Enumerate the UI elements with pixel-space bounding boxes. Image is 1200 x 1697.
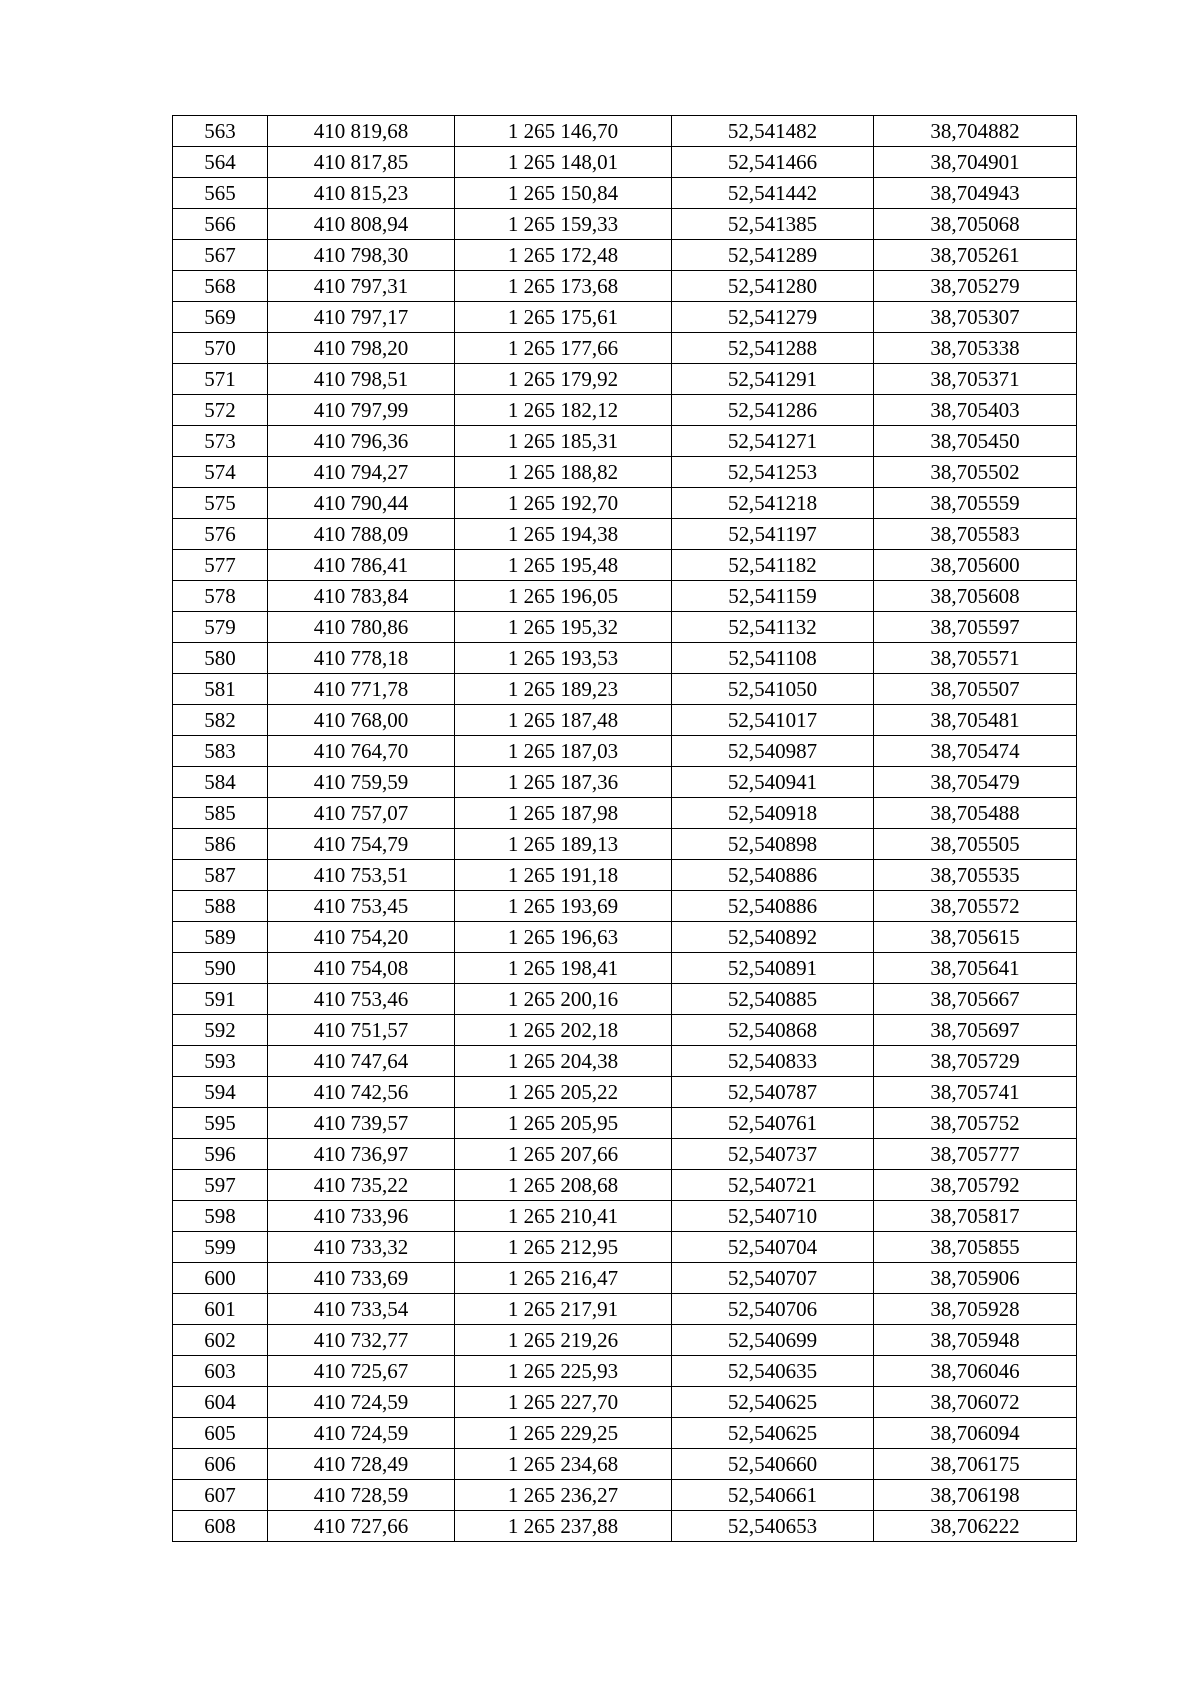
coordinates-table — [172, 115, 1077, 1542]
point-number-cell: 588 — [173, 891, 268, 922]
x-coordinate-cell: 410 732,77 — [268, 1325, 455, 1356]
longitude-cell: 38,705729 — [874, 1046, 1077, 1077]
latitude-cell: 52,540706 — [672, 1294, 874, 1325]
y-coordinate-cell: 1 265 187,36 — [455, 767, 672, 798]
point-number-cell: 604 — [173, 1387, 268, 1418]
x-coordinate-cell: 410 735,22 — [268, 1170, 455, 1201]
table-row — [173, 643, 1077, 674]
longitude-cell: 38,704882 — [874, 116, 1077, 147]
y-coordinate-cell: 1 265 177,66 — [455, 333, 672, 364]
table-row — [173, 1046, 1077, 1077]
latitude-cell: 52,541197 — [672, 519, 874, 550]
y-coordinate-cell: 1 265 212,95 — [455, 1232, 672, 1263]
table-row — [173, 612, 1077, 643]
point-number-cell: 590 — [173, 953, 268, 984]
longitude-cell: 38,705307 — [874, 302, 1077, 333]
point-number-cell: 593 — [173, 1046, 268, 1077]
point-number-cell: 571 — [173, 364, 268, 395]
y-coordinate-cell: 1 265 225,93 — [455, 1356, 672, 1387]
table-row — [173, 767, 1077, 798]
latitude-cell: 52,540704 — [672, 1232, 874, 1263]
longitude-cell: 38,705697 — [874, 1015, 1077, 1046]
x-coordinate-cell: 410 797,99 — [268, 395, 455, 426]
latitude-cell: 52,541017 — [672, 705, 874, 736]
latitude-cell: 52,540635 — [672, 1356, 874, 1387]
table-row — [173, 271, 1077, 302]
y-coordinate-cell: 1 265 173,68 — [455, 271, 672, 302]
y-coordinate-cell: 1 265 191,18 — [455, 860, 672, 891]
y-coordinate-cell: 1 265 210,41 — [455, 1201, 672, 1232]
point-number-cell: 582 — [173, 705, 268, 736]
y-coordinate-cell: 1 265 187,03 — [455, 736, 672, 767]
y-coordinate-cell: 1 265 193,53 — [455, 643, 672, 674]
longitude-cell: 38,705597 — [874, 612, 1077, 643]
latitude-cell: 52,541132 — [672, 612, 874, 643]
longitude-cell: 38,705505 — [874, 829, 1077, 860]
table-row — [173, 1356, 1077, 1387]
latitude-cell: 52,540625 — [672, 1387, 874, 1418]
x-coordinate-cell: 410 797,17 — [268, 302, 455, 333]
x-coordinate-cell: 410 786,41 — [268, 550, 455, 581]
latitude-cell: 52,541271 — [672, 426, 874, 457]
point-number-cell: 602 — [173, 1325, 268, 1356]
longitude-cell: 38,705450 — [874, 426, 1077, 457]
point-number-cell: 608 — [173, 1511, 268, 1542]
table-row — [173, 302, 1077, 333]
x-coordinate-cell: 410 817,85 — [268, 147, 455, 178]
longitude-cell: 38,705279 — [874, 271, 1077, 302]
latitude-cell: 52,540898 — [672, 829, 874, 860]
x-coordinate-cell: 410 788,09 — [268, 519, 455, 550]
table-row — [173, 426, 1077, 457]
x-coordinate-cell: 410 753,46 — [268, 984, 455, 1015]
latitude-cell: 52,540891 — [672, 953, 874, 984]
latitude-cell: 52,540892 — [672, 922, 874, 953]
table-row — [173, 550, 1077, 581]
y-coordinate-cell: 1 265 219,26 — [455, 1325, 672, 1356]
x-coordinate-cell: 410 753,51 — [268, 860, 455, 891]
x-coordinate-cell: 410 728,59 — [268, 1480, 455, 1511]
point-number-cell: 579 — [173, 612, 268, 643]
y-coordinate-cell: 1 265 196,05 — [455, 581, 672, 612]
table-row — [173, 519, 1077, 550]
x-coordinate-cell: 410 728,49 — [268, 1449, 455, 1480]
longitude-cell: 38,705641 — [874, 953, 1077, 984]
table-row — [173, 953, 1077, 984]
longitude-cell: 38,706094 — [874, 1418, 1077, 1449]
table-row — [173, 860, 1077, 891]
latitude-cell: 52,541385 — [672, 209, 874, 240]
longitude-cell: 38,706175 — [874, 1449, 1077, 1480]
y-coordinate-cell: 1 265 185,31 — [455, 426, 672, 457]
longitude-cell: 38,705403 — [874, 395, 1077, 426]
x-coordinate-cell: 410 808,94 — [268, 209, 455, 240]
y-coordinate-cell: 1 265 182,12 — [455, 395, 672, 426]
table-row — [173, 1449, 1077, 1480]
x-coordinate-cell: 410 819,68 — [268, 116, 455, 147]
latitude-cell: 52,540787 — [672, 1077, 874, 1108]
longitude-cell: 38,705906 — [874, 1263, 1077, 1294]
point-number-cell: 564 — [173, 147, 268, 178]
point-number-cell: 565 — [173, 178, 268, 209]
point-number-cell: 567 — [173, 240, 268, 271]
longitude-cell: 38,705261 — [874, 240, 1077, 271]
x-coordinate-cell: 410 754,79 — [268, 829, 455, 860]
longitude-cell: 38,705608 — [874, 581, 1077, 612]
y-coordinate-cell: 1 265 234,68 — [455, 1449, 672, 1480]
latitude-cell: 52,540833 — [672, 1046, 874, 1077]
x-coordinate-cell: 410 733,54 — [268, 1294, 455, 1325]
y-coordinate-cell: 1 265 200,16 — [455, 984, 672, 1015]
latitude-cell: 52,540761 — [672, 1108, 874, 1139]
y-coordinate-cell: 1 265 193,69 — [455, 891, 672, 922]
x-coordinate-cell: 410 783,84 — [268, 581, 455, 612]
longitude-cell: 38,705479 — [874, 767, 1077, 798]
point-number-cell: 594 — [173, 1077, 268, 1108]
longitude-cell: 38,705535 — [874, 860, 1077, 891]
latitude-cell: 52,541108 — [672, 643, 874, 674]
longitude-cell: 38,705792 — [874, 1170, 1077, 1201]
y-coordinate-cell: 1 265 187,98 — [455, 798, 672, 829]
point-number-cell: 595 — [173, 1108, 268, 1139]
table-row — [173, 488, 1077, 519]
table-row — [173, 1108, 1077, 1139]
longitude-cell: 38,706198 — [874, 1480, 1077, 1511]
point-number-cell: 573 — [173, 426, 268, 457]
x-coordinate-cell: 410 739,57 — [268, 1108, 455, 1139]
x-coordinate-cell: 410 747,64 — [268, 1046, 455, 1077]
x-coordinate-cell: 410 733,69 — [268, 1263, 455, 1294]
table-row — [173, 240, 1077, 271]
y-coordinate-cell: 1 265 146,70 — [455, 116, 672, 147]
x-coordinate-cell: 410 771,78 — [268, 674, 455, 705]
latitude-cell: 52,540721 — [672, 1170, 874, 1201]
point-number-cell: 576 — [173, 519, 268, 550]
x-coordinate-cell: 410 796,36 — [268, 426, 455, 457]
table-row — [173, 1418, 1077, 1449]
y-coordinate-cell: 1 265 202,18 — [455, 1015, 672, 1046]
table-row — [173, 705, 1077, 736]
latitude-cell: 52,541159 — [672, 581, 874, 612]
longitude-cell: 38,705817 — [874, 1201, 1077, 1232]
x-coordinate-cell: 410 759,59 — [268, 767, 455, 798]
longitude-cell: 38,705474 — [874, 736, 1077, 767]
y-coordinate-cell: 1 265 216,47 — [455, 1263, 672, 1294]
latitude-cell: 52,540661 — [672, 1480, 874, 1511]
latitude-cell: 52,540918 — [672, 798, 874, 829]
latitude-cell: 52,540625 — [672, 1418, 874, 1449]
point-number-cell: 606 — [173, 1449, 268, 1480]
point-number-cell: 605 — [173, 1418, 268, 1449]
point-number-cell: 587 — [173, 860, 268, 891]
latitude-cell: 52,541442 — [672, 178, 874, 209]
longitude-cell: 38,705338 — [874, 333, 1077, 364]
y-coordinate-cell: 1 265 187,48 — [455, 705, 672, 736]
y-coordinate-cell: 1 265 217,91 — [455, 1294, 672, 1325]
latitude-cell: 52,540660 — [672, 1449, 874, 1480]
table-row — [173, 147, 1077, 178]
y-coordinate-cell: 1 265 150,84 — [455, 178, 672, 209]
latitude-cell: 52,540987 — [672, 736, 874, 767]
latitude-cell: 52,540941 — [672, 767, 874, 798]
latitude-cell: 52,540653 — [672, 1511, 874, 1542]
longitude-cell: 38,705488 — [874, 798, 1077, 829]
y-coordinate-cell: 1 265 229,25 — [455, 1418, 672, 1449]
x-coordinate-cell: 410 797,31 — [268, 271, 455, 302]
point-number-cell: 574 — [173, 457, 268, 488]
x-coordinate-cell: 410 725,67 — [268, 1356, 455, 1387]
x-coordinate-cell: 410 815,23 — [268, 178, 455, 209]
longitude-cell: 38,705481 — [874, 705, 1077, 736]
table-row — [173, 891, 1077, 922]
table-row — [173, 1201, 1077, 1232]
y-coordinate-cell: 1 265 175,61 — [455, 302, 672, 333]
y-coordinate-cell: 1 265 205,22 — [455, 1077, 672, 1108]
longitude-cell: 38,705615 — [874, 922, 1077, 953]
latitude-cell: 52,541289 — [672, 240, 874, 271]
latitude-cell: 52,541182 — [672, 550, 874, 581]
longitude-cell: 38,704901 — [874, 147, 1077, 178]
latitude-cell: 52,541050 — [672, 674, 874, 705]
point-number-cell: 570 — [173, 333, 268, 364]
x-coordinate-cell: 410 790,44 — [268, 488, 455, 519]
table-row — [173, 333, 1077, 364]
table-row — [173, 1263, 1077, 1294]
point-number-cell: 592 — [173, 1015, 268, 1046]
table-row — [173, 829, 1077, 860]
point-number-cell: 563 — [173, 116, 268, 147]
table-row — [173, 364, 1077, 395]
y-coordinate-cell: 1 265 196,63 — [455, 922, 672, 953]
table-row — [173, 395, 1077, 426]
point-number-cell: 580 — [173, 643, 268, 674]
table-row — [173, 178, 1077, 209]
point-number-cell: 572 — [173, 395, 268, 426]
x-coordinate-cell: 410 733,96 — [268, 1201, 455, 1232]
longitude-cell: 38,705752 — [874, 1108, 1077, 1139]
point-number-cell: 566 — [173, 209, 268, 240]
y-coordinate-cell: 1 265 204,38 — [455, 1046, 672, 1077]
point-number-cell: 603 — [173, 1356, 268, 1387]
y-coordinate-cell: 1 265 227,70 — [455, 1387, 672, 1418]
longitude-cell: 38,704943 — [874, 178, 1077, 209]
latitude-cell: 52,540886 — [672, 891, 874, 922]
table-row — [173, 1077, 1077, 1108]
latitude-cell: 52,541286 — [672, 395, 874, 426]
table-row — [173, 1511, 1077, 1542]
longitude-cell: 38,705855 — [874, 1232, 1077, 1263]
x-coordinate-cell: 410 753,45 — [268, 891, 455, 922]
table-row — [173, 457, 1077, 488]
table-row — [173, 1480, 1077, 1511]
table-row — [173, 581, 1077, 612]
longitude-cell: 38,706046 — [874, 1356, 1077, 1387]
longitude-cell: 38,705600 — [874, 550, 1077, 581]
longitude-cell: 38,705583 — [874, 519, 1077, 550]
point-number-cell: 575 — [173, 488, 268, 519]
latitude-cell: 52,541218 — [672, 488, 874, 519]
point-number-cell: 568 — [173, 271, 268, 302]
longitude-cell: 38,706072 — [874, 1387, 1077, 1418]
latitude-cell: 52,540886 — [672, 860, 874, 891]
latitude-cell: 52,541482 — [672, 116, 874, 147]
x-coordinate-cell: 410 798,30 — [268, 240, 455, 271]
latitude-cell: 52,540710 — [672, 1201, 874, 1232]
latitude-cell: 52,541466 — [672, 147, 874, 178]
point-number-cell: 599 — [173, 1232, 268, 1263]
y-coordinate-cell: 1 265 159,33 — [455, 209, 672, 240]
longitude-cell: 38,706222 — [874, 1511, 1077, 1542]
table-row — [173, 116, 1077, 147]
point-number-cell: 586 — [173, 829, 268, 860]
longitude-cell: 38,705068 — [874, 209, 1077, 240]
table-row — [173, 674, 1077, 705]
y-coordinate-cell: 1 265 195,32 — [455, 612, 672, 643]
x-coordinate-cell: 410 780,86 — [268, 612, 455, 643]
y-coordinate-cell: 1 265 198,41 — [455, 953, 672, 984]
longitude-cell: 38,705777 — [874, 1139, 1077, 1170]
latitude-cell: 52,540699 — [672, 1325, 874, 1356]
y-coordinate-cell: 1 265 207,66 — [455, 1139, 672, 1170]
table-row — [173, 1139, 1077, 1170]
point-number-cell: 584 — [173, 767, 268, 798]
point-number-cell: 577 — [173, 550, 268, 581]
y-coordinate-cell: 1 265 236,27 — [455, 1480, 672, 1511]
x-coordinate-cell: 410 736,97 — [268, 1139, 455, 1170]
y-coordinate-cell: 1 265 205,95 — [455, 1108, 672, 1139]
x-coordinate-cell: 410 794,27 — [268, 457, 455, 488]
coordinates-table-body — [173, 116, 1077, 1542]
y-coordinate-cell: 1 265 208,68 — [455, 1170, 672, 1201]
x-coordinate-cell: 410 768,00 — [268, 705, 455, 736]
point-number-cell: 589 — [173, 922, 268, 953]
longitude-cell: 38,705741 — [874, 1077, 1077, 1108]
y-coordinate-cell: 1 265 195,48 — [455, 550, 672, 581]
x-coordinate-cell: 410 778,18 — [268, 643, 455, 674]
point-number-cell: 581 — [173, 674, 268, 705]
table-row — [173, 1387, 1077, 1418]
latitude-cell: 52,540737 — [672, 1139, 874, 1170]
latitude-cell: 52,541280 — [672, 271, 874, 302]
latitude-cell: 52,541253 — [672, 457, 874, 488]
x-coordinate-cell: 410 757,07 — [268, 798, 455, 829]
table-row — [173, 984, 1077, 1015]
table-row — [173, 922, 1077, 953]
latitude-cell: 52,541288 — [672, 333, 874, 364]
point-number-cell: 578 — [173, 581, 268, 612]
x-coordinate-cell: 410 798,20 — [268, 333, 455, 364]
table-row — [173, 1015, 1077, 1046]
longitude-cell: 38,705507 — [874, 674, 1077, 705]
longitude-cell: 38,705572 — [874, 891, 1077, 922]
point-number-cell: 583 — [173, 736, 268, 767]
latitude-cell: 52,541279 — [672, 302, 874, 333]
y-coordinate-cell: 1 265 172,48 — [455, 240, 672, 271]
table-row — [173, 1294, 1077, 1325]
x-coordinate-cell: 410 754,20 — [268, 922, 455, 953]
longitude-cell: 38,705571 — [874, 643, 1077, 674]
longitude-cell: 38,705371 — [874, 364, 1077, 395]
table-row — [173, 1325, 1077, 1356]
longitude-cell: 38,705667 — [874, 984, 1077, 1015]
y-coordinate-cell: 1 265 189,13 — [455, 829, 672, 860]
y-coordinate-cell: 1 265 237,88 — [455, 1511, 672, 1542]
point-number-cell: 585 — [173, 798, 268, 829]
x-coordinate-cell: 410 754,08 — [268, 953, 455, 984]
y-coordinate-cell: 1 265 192,70 — [455, 488, 672, 519]
y-coordinate-cell: 1 265 179,92 — [455, 364, 672, 395]
x-coordinate-cell: 410 798,51 — [268, 364, 455, 395]
latitude-cell: 52,540885 — [672, 984, 874, 1015]
y-coordinate-cell: 1 265 148,01 — [455, 147, 672, 178]
latitude-cell: 52,541291 — [672, 364, 874, 395]
longitude-cell: 38,705502 — [874, 457, 1077, 488]
table-row — [173, 1170, 1077, 1201]
point-number-cell: 569 — [173, 302, 268, 333]
table-row — [173, 736, 1077, 767]
table-row — [173, 798, 1077, 829]
x-coordinate-cell: 410 724,59 — [268, 1418, 455, 1449]
table-row — [173, 1232, 1077, 1263]
point-number-cell: 601 — [173, 1294, 268, 1325]
point-number-cell: 597 — [173, 1170, 268, 1201]
x-coordinate-cell: 410 733,32 — [268, 1232, 455, 1263]
point-number-cell: 598 — [173, 1201, 268, 1232]
table-row — [173, 209, 1077, 240]
point-number-cell: 600 — [173, 1263, 268, 1294]
point-number-cell: 607 — [173, 1480, 268, 1511]
x-coordinate-cell: 410 727,66 — [268, 1511, 455, 1542]
y-coordinate-cell: 1 265 188,82 — [455, 457, 672, 488]
y-coordinate-cell: 1 265 194,38 — [455, 519, 672, 550]
longitude-cell: 38,705559 — [874, 488, 1077, 519]
x-coordinate-cell: 410 724,59 — [268, 1387, 455, 1418]
longitude-cell: 38,705948 — [874, 1325, 1077, 1356]
latitude-cell: 52,540707 — [672, 1263, 874, 1294]
longitude-cell: 38,705928 — [874, 1294, 1077, 1325]
latitude-cell: 52,540868 — [672, 1015, 874, 1046]
x-coordinate-cell: 410 764,70 — [268, 736, 455, 767]
point-number-cell: 596 — [173, 1139, 268, 1170]
x-coordinate-cell: 410 751,57 — [268, 1015, 455, 1046]
y-coordinate-cell: 1 265 189,23 — [455, 674, 672, 705]
point-number-cell: 591 — [173, 984, 268, 1015]
x-coordinate-cell: 410 742,56 — [268, 1077, 455, 1108]
